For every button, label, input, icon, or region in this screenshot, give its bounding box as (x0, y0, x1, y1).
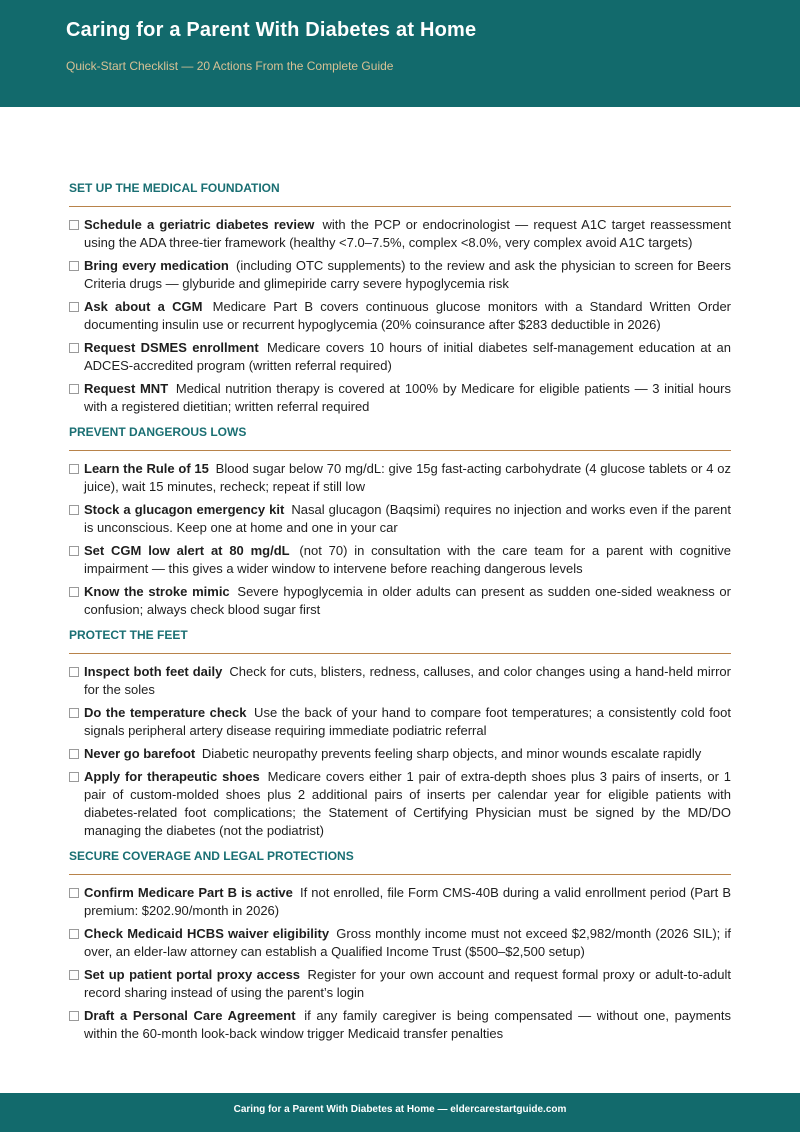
footer-text: Caring for a Parent With Diabetes at Home — eldercarestartguide.com (233, 1104, 567, 1115)
checkbox[interactable] (69, 546, 79, 556)
item-title: Stock a glucagon emergency kit (84, 502, 285, 517)
item-description: If not enrolled, file Form CMS-40B during a valid enrollment period (Part B premium: $202.90/month in 2026) (84, 885, 731, 918)
checkbox[interactable] (69, 708, 79, 718)
item-title: Bring every medication (84, 258, 229, 273)
item-description: Medicare covers 10 hours of initial diabetes self-management education at an ADCES-accredited program (written referral required) (84, 340, 732, 373)
item-title: Request MNT (84, 381, 169, 396)
checklist-item (69, 884, 731, 920)
checklist-item (69, 768, 731, 840)
item-description: Medicare covers either 1 pair of extra-depth shoes plus 3 pairs of inserts, or 1 pair of custom-molded shoes plus 2 additional pairs of inserts per calendar year for eligible patients with diabetes-related foot complications; the Statement of Certifying Physician must be signed by the MD/DO managing the diabetes (not the podiatrist) (84, 769, 731, 838)
checklist-item (69, 460, 731, 496)
item-description: Check for cuts, blisters, redness, calluses, and color changes using a hand-held mirror for the soles (84, 664, 731, 697)
section-title: SECURE COVERAGE AND LEGAL PROTECTIONS (69, 849, 354, 863)
item-description: (including OTC supplements) to the review and ask the physician to screen for Beers Criteria drugs — glyburide and glimepiride carry severe hypoglycemia risk (84, 258, 731, 291)
item-title: Set CGM low alert at 80 mg/dL (84, 543, 290, 558)
item-description: if any family caregiver is being compensated — without one, payments within the 60-month look-back window trigger Medicaid transfer penalties (84, 1008, 732, 1041)
item-description: (not 70) in consultation with the care team for a parent with cognitive impairment — this gives a wider window to intervene before reaching dangerous levels (84, 543, 731, 576)
page-footer (0, 1093, 800, 1132)
checklist-section (69, 424, 731, 619)
checkbox[interactable] (69, 505, 79, 515)
item-description: Diabetic neuropathy prevents feeling sharp objects, and minor wounds escalate rapidly (198, 746, 702, 761)
section-title: PROTECT THE FEET (69, 628, 188, 642)
checklist-item (69, 257, 731, 293)
item-description: with the PCP or endocrinologist — request A1C target reassessment using the ADA three-tier framework (healthy <7.0–7.5%, complex <8.0%, very complex avoid A1C targets) (84, 217, 731, 250)
checklist-item (69, 216, 731, 252)
checkbox[interactable] (69, 261, 79, 271)
item-description: Gross monthly income must not exceed $2,982/month (2026 SIL); if over, an elder-law attorney can establish a Qualified Income Trust ($500–$2,500 setup) (84, 926, 731, 959)
item-title: Confirm Medicare Part B is active (84, 885, 293, 900)
item-title: Apply for therapeutic shoes (84, 769, 260, 784)
checklist-item (69, 583, 731, 619)
checklist-item (69, 925, 731, 961)
item-title: Ask about a CGM (84, 299, 203, 314)
item-title: Do the temperature check (84, 705, 247, 720)
item-description: Medical nutrition therapy is covered at 100% by Medicare for eligible patients — 3 initial hours with a registered dietitian; written referral required (84, 381, 731, 414)
checkbox[interactable] (69, 464, 79, 474)
item-title: Set up patient portal proxy access (84, 967, 301, 982)
item-description: Severe hypoglycemia in older adults can present as sudden one-sided weakness or confusion; always check blood sugar first (84, 584, 731, 617)
checklist-item (69, 663, 731, 699)
checklist-item (69, 380, 731, 416)
page-subtitle: Quick-Start Checklist — 20 Actions From the Complete Guide (66, 59, 394, 73)
checkbox[interactable] (69, 749, 79, 759)
checkbox[interactable] (69, 220, 79, 230)
checklist-item (69, 542, 731, 578)
checkbox[interactable] (69, 929, 79, 939)
checkbox[interactable] (69, 970, 79, 980)
item-description: Medicare Part B covers continuous glucose monitors with a Standard Written Order documenting insulin use or recurrent hypoglycemia (20% coinsurance after $283 deductible in 2026) (84, 299, 732, 332)
item-title: Never go barefoot (84, 746, 196, 761)
section-divider (69, 653, 731, 654)
checklist-section (69, 180, 731, 416)
item-title: Learn the Rule of 15 (84, 461, 209, 476)
checkbox[interactable] (69, 384, 79, 394)
item-title: Draft a Personal Care Agreement (84, 1008, 296, 1023)
checklist-item (69, 298, 731, 334)
checklist-item (69, 966, 731, 1002)
checkbox[interactable] (69, 302, 79, 312)
page-title: Caring for a Parent With Diabetes at Home (66, 19, 477, 41)
checkbox[interactable] (69, 888, 79, 898)
item-description: Nasal glucagon (Baqsimi) requires no injection and works even if the parent is unconscious. Keep one at home and one in your car (84, 502, 731, 535)
checkbox[interactable] (69, 772, 79, 782)
item-title: Check Medicaid HCBS waiver eligibility (84, 926, 330, 941)
checkbox[interactable] (69, 587, 79, 597)
checklist-section (69, 627, 731, 840)
section-title: SET UP THE MEDICAL FOUNDATION (69, 181, 280, 195)
checklist-item (69, 339, 731, 375)
item-description: Blood sugar below 70 mg/dL: give 15g fast-acting carbohydrate (4 glucose tablets or 4 oz juice), wait 15 minutes, recheck; repeat if still low (84, 461, 731, 494)
item-title: Request DSMES enrollment (84, 340, 259, 355)
checkbox[interactable] (69, 343, 79, 353)
checklist-item (69, 501, 731, 537)
item-description: Use the back of your hand to compare foot temperatures; a consistently cold foot signals peripheral artery disease requiring immediate podiatric referral (84, 705, 731, 738)
section-divider (69, 874, 731, 875)
item-title: Know the stroke mimic (84, 584, 230, 599)
checklist-content (69, 180, 731, 1048)
section-divider (69, 206, 731, 207)
item-title: Schedule a geriatric diabetes review (84, 217, 315, 232)
checklist-section (69, 848, 731, 1043)
item-description: Register for your own account and request formal proxy or adult-to-adult record sharing instead of using the parent’s login (84, 967, 731, 1000)
checklist-item (69, 745, 731, 763)
checklist-item (69, 1007, 731, 1043)
checklist-item (69, 704, 731, 740)
section-divider (69, 450, 731, 451)
checkbox[interactable] (69, 1011, 79, 1021)
page-header (0, 0, 800, 107)
checkbox[interactable] (69, 667, 79, 677)
section-title: PREVENT DANGEROUS LOWS (69, 425, 247, 439)
item-title: Inspect both feet daily (84, 664, 223, 679)
